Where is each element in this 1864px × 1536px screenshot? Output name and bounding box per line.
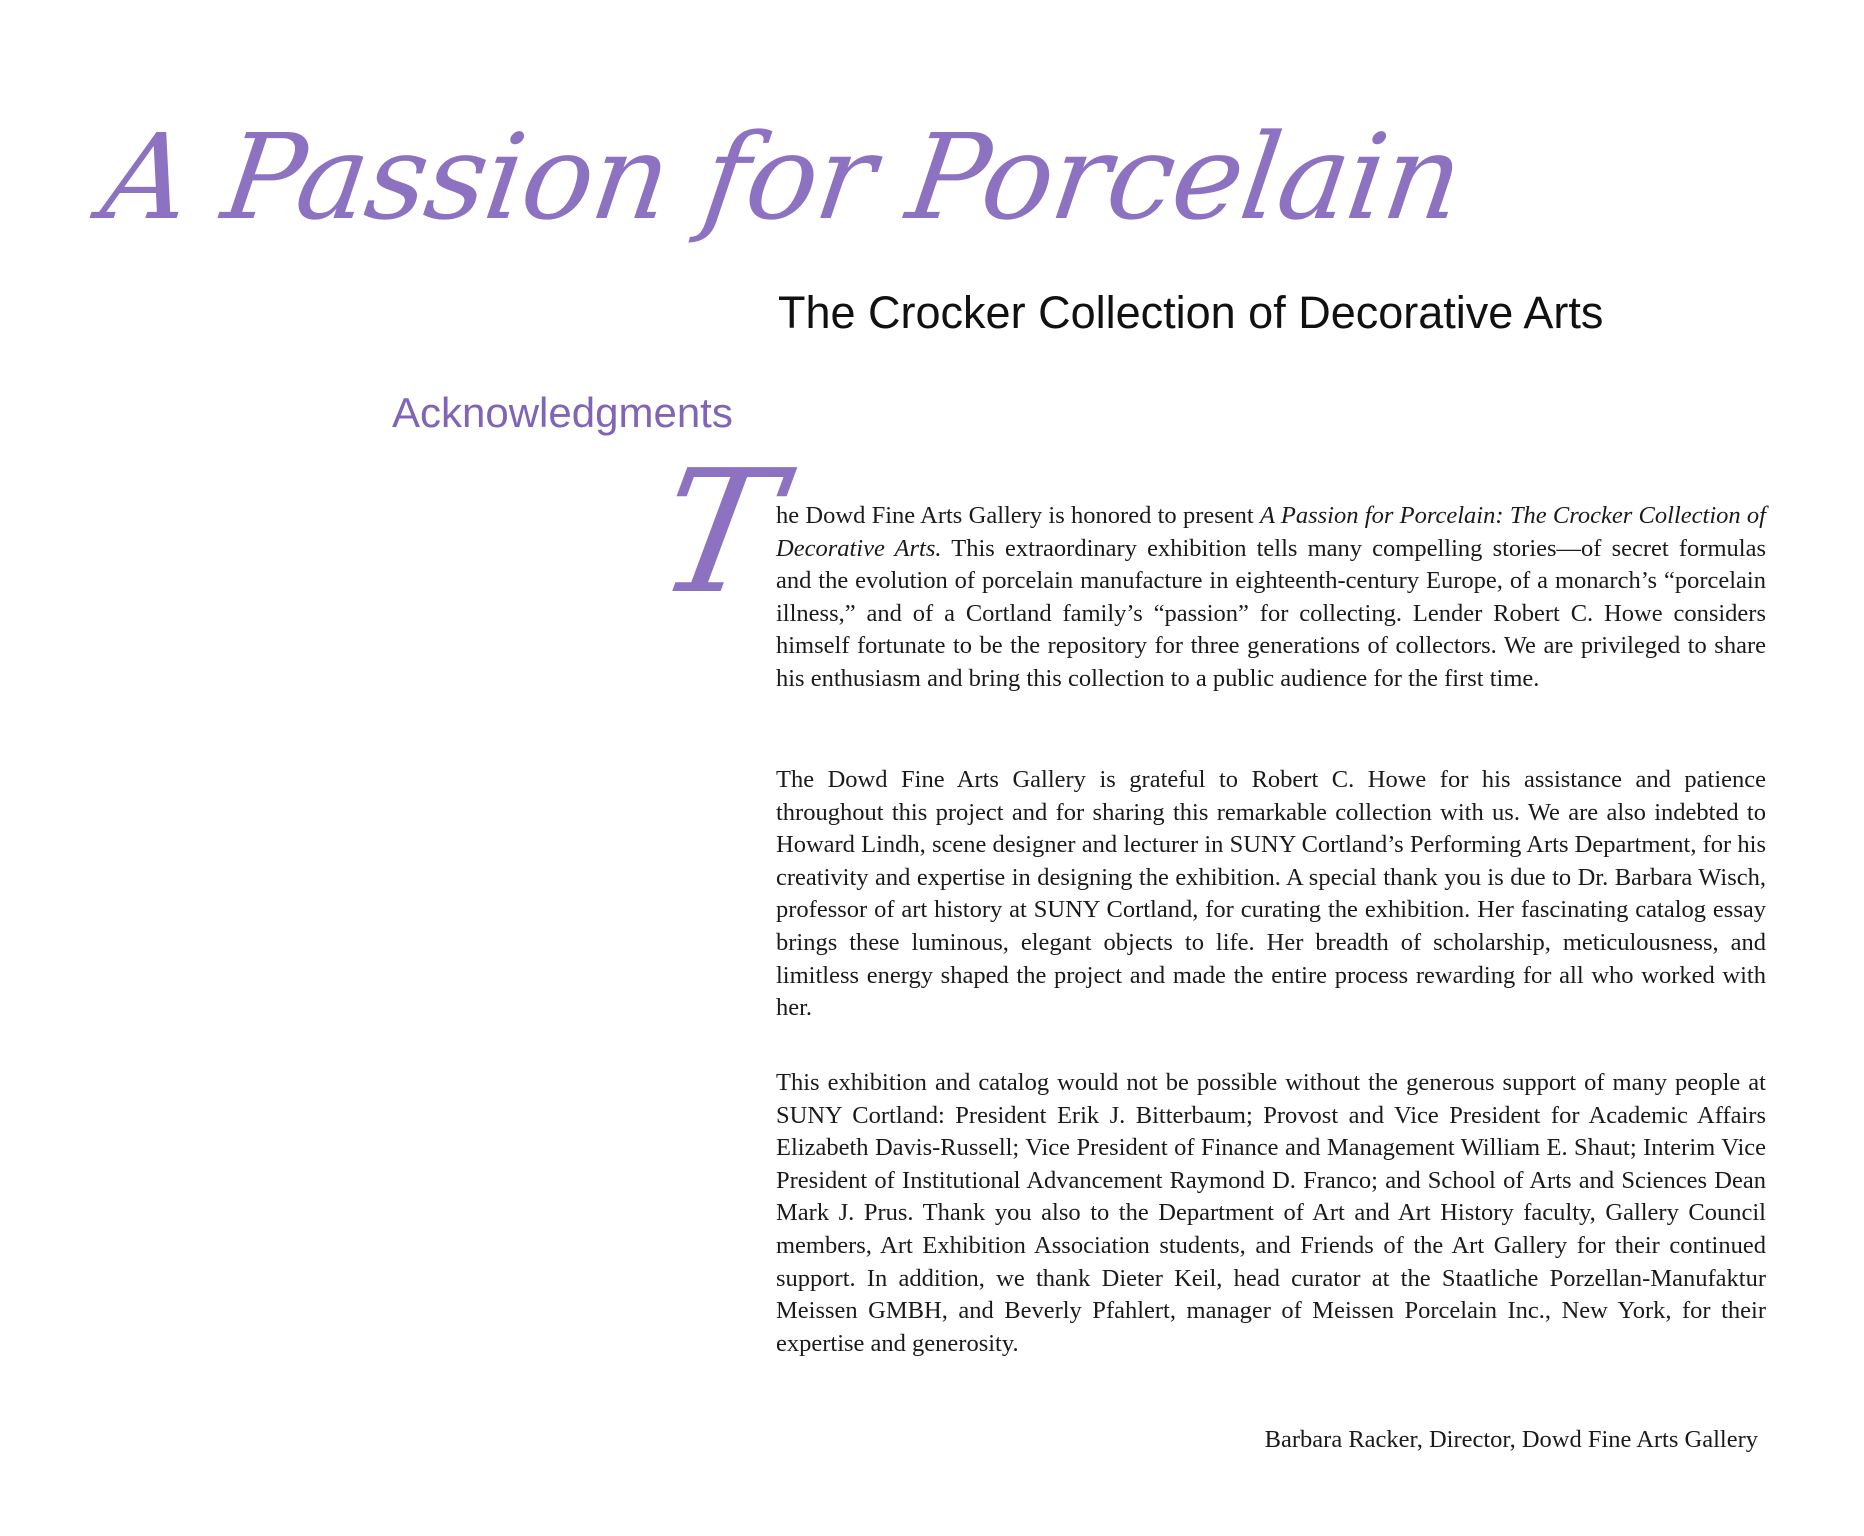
paragraph-3: This exhibition and catalog would not be possible without the generous support of many people at SUNY Cortland: President Erik J. Bitterbaum; Provost and Vice President for Academic Affairs Elizabeth Davis-Russell; Vice President of Finance and Management William E. Shaut; Interim Vice President of Institutional Advancement Raymond D. Franco; and School of Arts and Sciences Dean Mark J. Prus. Thank you also to the Department of Art and Art History faculty, Gallery Council members, Art Exhibition Association students, and Friends of the Art Gallery for their continued support. In addition, we thank Dieter Keil, head curator at the Staatliche Porzellan-Manufaktur Meissen GMBH, and Beverly Pfahlert, manager of Meissen Porcelain Inc., New York, for their expertise and generosity. xyxy=(776,1069,1766,1357)
paragraph-1 xyxy=(776,500,1766,696)
paragraph-2: The Dowd Fine Arts Gallery is grateful to Robert C. Howe for his assistance and patience throughout this project and for sharing this remarkable collection with us. We are also indebted to Howard Lindh, scene designer and lecturer in SUNY Cortland’s Performing Arts Department, for his creativity and expertise in designing the exhibition. A special thank you is due to Dr. Barbara Wisch, professor of art history at SUNY Cortland, for curating the exhibition. Her fascinating catalog essay brings these luminous, elegant objects to life. Her breadth of scholarship, meticulousness, and limitless energy shaped the project and made the entire process rewarding for all who worked with her. xyxy=(776,766,1766,1022)
drop-cap: T xyxy=(644,434,793,632)
paragraph-1-rest: This extraordinary exhibition tells many compelling stories—of secret formulas and the evolution of porcelain manufacture in eighteenth-century Europe, of a monarch’s “porcelain illness,” and of a Cortland family’s “passion” for collecting. Lender Robert C. Howe considers himself fortunate to be the repository for three generations of collectors. We are privileged to share his enthusiasm and bring this collection to a public audience for the first time. xyxy=(776,534,1766,692)
page-subtitle: The Crocker Collection of Decorative Arts xyxy=(778,287,1604,338)
script-title: A Passion for Porcelain xyxy=(94,108,1471,246)
paragraph-1-italic-title: A Passion for Porcelain: The Crocker Collection of Decorative Arts. xyxy=(776,502,1766,562)
signature-line: Barbara Racker, Director, Dowd Fine Arts Gallery xyxy=(1264,1426,1758,1453)
paragraph-1-lead: he Dowd Fine Arts Gallery is honored to present xyxy=(776,502,1261,529)
section-heading: Acknowledgments xyxy=(392,389,733,436)
